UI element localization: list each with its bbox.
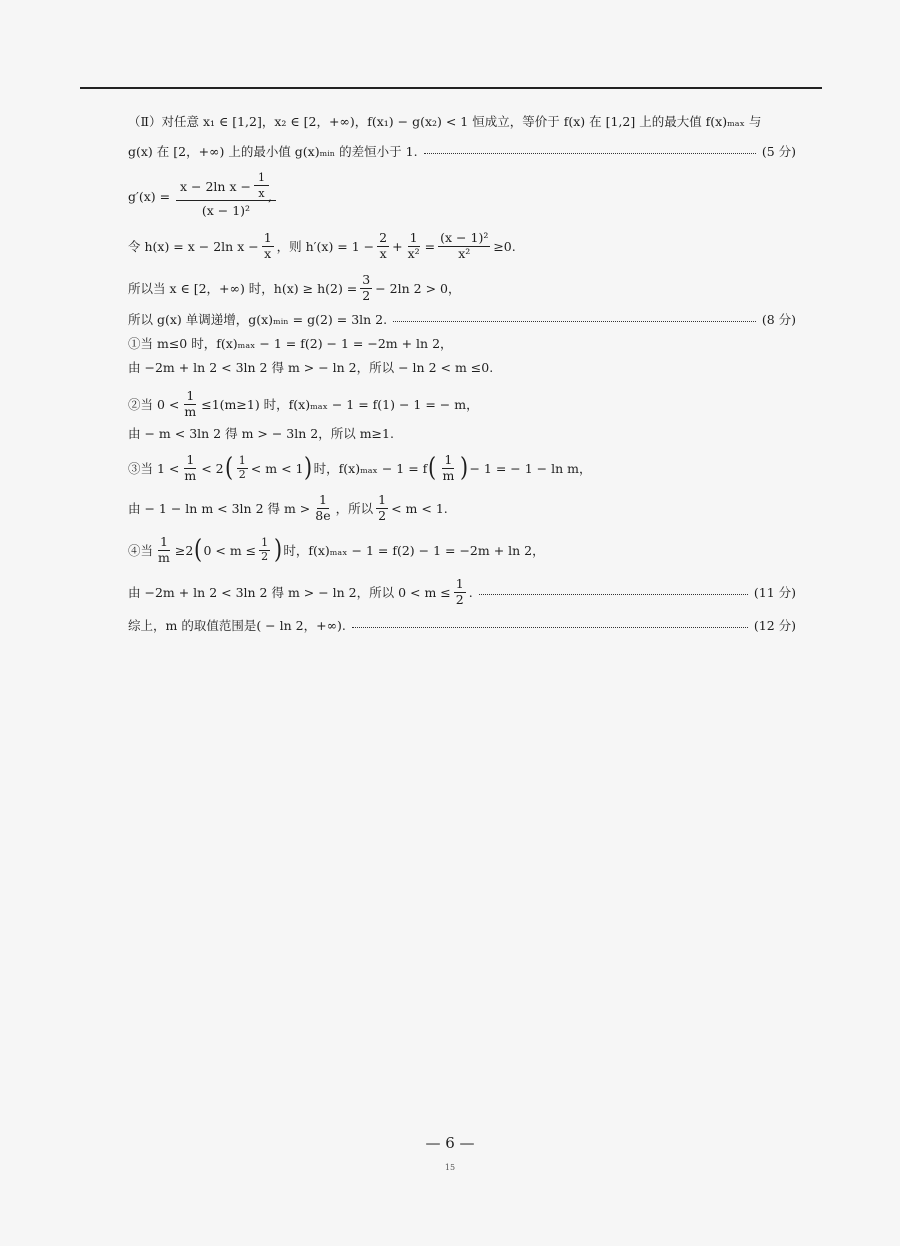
fraction-numerator: 1 — [238, 453, 246, 467]
dot-leader — [352, 627, 748, 628]
footer-mark: 15 — [444, 1163, 456, 1172]
right-paren: ) — [274, 535, 283, 565]
formula-lhs: g′(x) = — [128, 189, 171, 204]
text-line: 所以 g(x) 单调递增，g(x)ₘᵢₙ = g(2) = 3ln 2. — [128, 312, 388, 327]
fraction-numerator — [176, 172, 276, 201]
dot-leader — [393, 321, 756, 322]
solution-line-14 — [128, 572, 796, 612]
fraction-denominator: x — [264, 245, 272, 261]
text-segment: ≥2 — [174, 542, 194, 558]
text-segment: 由 − 1 − ln m < 3ln 2 得 m > — [128, 501, 311, 516]
text-segment: ，所以 — [335, 501, 374, 516]
fraction-denominator: x — [379, 245, 387, 261]
text-segment: 0 < m ≤ — [203, 542, 257, 558]
fraction — [454, 577, 466, 607]
fraction-numerator: 1 — [455, 576, 464, 592]
numerator-text: x − 2ln x − — [180, 178, 251, 194]
text-segment: 由 −2m + ln 2 < 3ln 2 得 m > − ln 2，所以 0 < m ≤ — [128, 585, 451, 600]
formula-tail: , — [268, 189, 272, 204]
score-label: (5 分) — [761, 144, 796, 159]
left-paren: ( — [224, 453, 233, 483]
solution-line-1 — [128, 112, 796, 130]
fraction — [438, 231, 490, 261]
fraction-denominator: x — [258, 186, 265, 200]
fraction — [376, 493, 388, 523]
text-segment: 令 h(x) = x − 2ln x − — [128, 239, 259, 254]
fraction — [406, 231, 422, 261]
fraction-denominator: x² — [458, 245, 471, 261]
fraction-denominator: 2 — [362, 287, 371, 303]
solution-line-10 — [128, 424, 796, 442]
text-line: 由 −2m + ln 2 < 3ln 2 得 m > − ln 2，所以 − ln 2 < m ≤0. — [128, 360, 494, 375]
left-paren: ( — [428, 453, 437, 483]
text-segment: ≤1(m≥1) 时，f(x)ₘₐₓ − 1 = f(1) − 1 = − m， — [201, 397, 479, 412]
text-segment: ≥0. — [493, 238, 516, 254]
fraction-numerator: 1 — [318, 492, 327, 508]
right-paren: ) — [304, 453, 313, 483]
score-label: (8 分) — [761, 312, 796, 327]
right-paren: ) — [460, 453, 469, 483]
text-segment: ，则 h′(x) = 1 − — [276, 239, 375, 254]
score-label: (12 分) — [753, 618, 796, 633]
fraction-denominator: 2 — [378, 507, 387, 523]
fraction — [254, 172, 269, 200]
text-segment: . — [468, 584, 473, 600]
solution-line-8 — [128, 358, 796, 376]
fraction-denominator: m — [442, 467, 455, 483]
fraction — [377, 231, 389, 261]
solution-line-9 — [128, 384, 796, 424]
derivative-formula — [128, 172, 796, 220]
fraction-numerator: 3 — [362, 272, 371, 288]
solution-line-12 — [128, 488, 796, 528]
fraction — [176, 172, 276, 218]
text-segment: − 1 = − 1 − ln m， — [469, 461, 592, 476]
solution-line-13 — [128, 530, 796, 570]
solution-line-7 — [128, 334, 796, 352]
fraction-numerator: 1 — [186, 452, 195, 468]
solution-line-2 — [128, 142, 796, 160]
fraction-numerator: 1 — [378, 492, 387, 508]
text-segment: ④当 — [128, 543, 154, 558]
fraction — [313, 493, 332, 523]
text-segment: < m < 1. — [391, 500, 448, 516]
fraction-numerator: 1 — [261, 535, 269, 549]
text-segment: = — [424, 238, 436, 254]
header-rule — [80, 87, 822, 89]
text-line: （Ⅱ）对任意 x₁ ∈ [1,2]，x₂ ∈ [2，+∞)，f(x₁) − g(x₂) < 1 恒成立，等价于 f(x) 在 [1,2] 上的最大值 f(x)ₘₐₓ 与 — [128, 114, 762, 129]
text-segment: ③当 1 < — [128, 461, 180, 476]
fraction-numerator: 1 — [444, 452, 453, 468]
fraction-denominator: 2 — [238, 467, 246, 481]
solution-line-15 — [128, 616, 796, 634]
fraction-numerator: 1 — [159, 534, 168, 550]
text-segment: 时，f(x)ₘₐₓ − 1 = f(2) − 1 = −2m + ln 2， — [283, 543, 545, 558]
fraction-numerator: (x − 1)² — [440, 230, 489, 246]
text-line: 综上，m 的取值范围是( − ln 2，+∞). — [128, 618, 346, 633]
text-segment: 时，f(x)ₘₐₓ − 1 = f — [313, 461, 428, 476]
dot-leader — [424, 153, 756, 154]
solution-line-4 — [128, 226, 796, 266]
fraction — [182, 453, 198, 483]
solution-line-5 — [128, 268, 796, 308]
fraction-denominator: 8e — [315, 507, 331, 523]
fraction-numerator: 2 — [379, 230, 388, 246]
dot-leader — [479, 594, 748, 595]
fraction-numerator: 1 — [409, 230, 418, 246]
page-number: — 6 — — [425, 1134, 475, 1152]
fraction-denominator: (x − 1)² — [201, 203, 251, 219]
fraction-numerator: 1 — [254, 172, 269, 186]
text-line: g(x) 在 [2，+∞) 上的最小值 g(x)ₘᵢₙ 的差恒小于 1. — [128, 144, 418, 159]
text-segment: < 2 — [201, 460, 224, 476]
fraction — [182, 389, 198, 419]
text-segment: − 2ln 2 > 0， — [375, 281, 461, 296]
fraction — [237, 455, 248, 481]
text-segment: ②当 0 < — [128, 397, 180, 412]
fraction-numerator: 1 — [186, 388, 195, 404]
text-segment: + — [392, 238, 403, 254]
fraction-denominator: m — [184, 467, 197, 483]
text-segment: 所以当 x ∈ [2，+∞) 时，h(x) ≥ h(2) = — [128, 281, 358, 296]
left-paren: ( — [194, 535, 203, 565]
fraction-denominator: 2 — [261, 549, 269, 563]
fraction — [262, 231, 274, 261]
text-segment: < m < 1 — [250, 460, 304, 476]
text-line: 由 − m < 3ln 2 得 m > − 3ln 2，所以 m≥1. — [128, 426, 394, 441]
score-label: (11 分) — [753, 585, 796, 600]
fraction-denominator: m — [184, 403, 197, 419]
text-line: ①当 m≤0 时，f(x)ₘₐₓ − 1 = f(2) − 1 = −2m + ln 2， — [128, 336, 453, 351]
solution-line-6 — [128, 310, 796, 328]
fraction — [259, 537, 270, 563]
fraction-numerator: 1 — [263, 230, 272, 246]
fraction-denominator: m — [158, 549, 170, 565]
fraction-denominator: x² — [407, 245, 420, 261]
fraction — [440, 453, 456, 483]
fraction-denominator: 2 — [455, 591, 464, 607]
fraction — [360, 273, 372, 303]
solution-line-11 — [128, 448, 796, 488]
fraction — [156, 535, 172, 565]
